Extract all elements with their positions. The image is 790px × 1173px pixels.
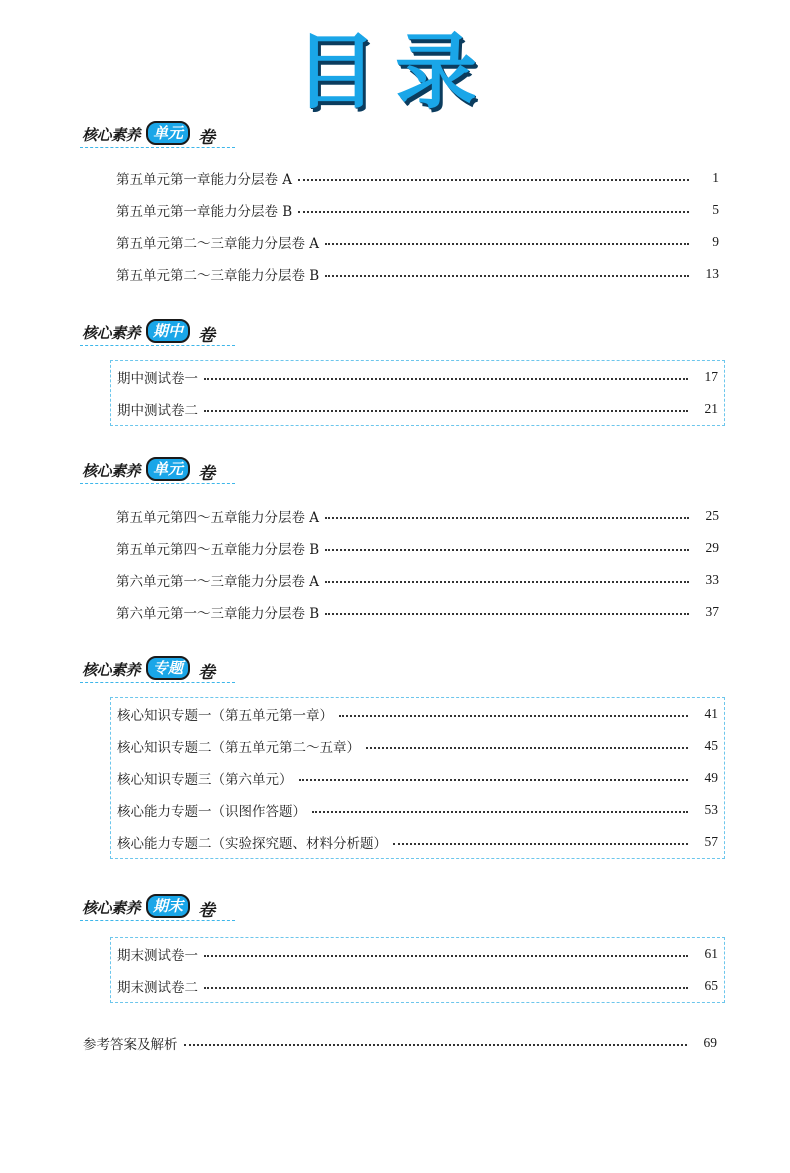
toc-entry-title: 参考答案及解析	[83, 1037, 178, 1053]
toc-entry-title: 期末测试卷二	[117, 980, 198, 996]
toc-entry-page: 21	[704, 401, 718, 416]
toc-entry[interactable]	[111, 826, 724, 858]
section-label: 核心素养	[82, 899, 141, 917]
leader-dots	[312, 810, 688, 813]
toc-entry[interactable]	[110, 226, 725, 258]
toc-entry-page: 1	[712, 170, 719, 185]
leader-dots	[325, 516, 689, 519]
leader-dots	[184, 1043, 688, 1046]
toc-entry[interactable]	[111, 970, 724, 1002]
toc-entry[interactable]	[110, 532, 725, 564]
toc-entry-title: 核心知识专题二（第五单元第二～五章）	[117, 740, 360, 756]
toc-entry-answers[interactable]	[83, 1027, 723, 1059]
toc-entry-title: 期末测试卷一	[117, 948, 198, 964]
section-badge: 期末	[146, 894, 190, 918]
section-badge: 单元	[146, 457, 190, 481]
leader-dots	[325, 612, 689, 615]
toc-list-midterm	[110, 360, 725, 426]
leader-dots	[204, 409, 688, 412]
toc-entry-title: 核心知识专题一（第五单元第一章）	[117, 708, 333, 724]
section-underline	[80, 681, 235, 683]
toc-entry-title: 期中测试卷二	[117, 403, 198, 419]
leader-dots	[298, 210, 689, 213]
toc-entry[interactable]	[110, 194, 725, 226]
toc-entry[interactable]	[110, 596, 725, 628]
toc-entry-page: 13	[705, 266, 719, 281]
toc-entry[interactable]	[110, 258, 725, 290]
toc-entry-page: 69	[703, 1035, 717, 1050]
toc-entry[interactable]	[111, 361, 724, 393]
answers-entry-wrap	[83, 1027, 723, 1059]
toc-entry-title: 核心能力专题一（识图作答题）	[117, 804, 306, 820]
leader-dots	[393, 842, 688, 845]
leader-dots	[366, 746, 688, 749]
section-header-midterm	[80, 318, 260, 348]
toc-entry-title: 期中测试卷一	[117, 371, 198, 387]
leader-dots	[204, 986, 688, 989]
section-header-topic	[80, 655, 260, 685]
leader-dots	[339, 714, 688, 717]
toc-entry-title: 核心能力专题二（实验探究题、材料分析题）	[117, 836, 387, 852]
toc-entry-page: 41	[704, 706, 718, 721]
toc-entry-title: 第六单元第一～三章能力分层卷 A	[116, 574, 320, 590]
toc-entry[interactable]	[111, 698, 724, 730]
toc-entry[interactable]	[111, 393, 724, 425]
toc-list-final	[110, 937, 725, 1003]
toc-entry[interactable]	[111, 794, 724, 826]
toc-entry-title: 第五单元第一章能力分层卷 A	[116, 172, 293, 188]
leader-dots	[299, 778, 689, 781]
toc-entry[interactable]	[111, 762, 724, 794]
section-underline	[80, 344, 235, 346]
toc-entry-page: 45	[704, 738, 718, 753]
toc-entry-page: 57	[704, 834, 718, 849]
section-underline	[80, 146, 235, 148]
leader-dots	[325, 580, 689, 583]
toc-entry[interactable]	[111, 938, 724, 970]
section-header-unit-1	[80, 120, 260, 150]
toc-entry-title: 第六单元第一～三章能力分层卷 B	[116, 606, 320, 622]
section-header-final	[80, 893, 260, 923]
section-badge: 期中	[146, 319, 190, 343]
toc-entry-page: 37	[705, 604, 719, 619]
toc-entry[interactable]	[110, 162, 725, 194]
section-header-unit-2	[80, 456, 260, 486]
toc-entry-title: 核心知识专题三（第六单元）	[117, 772, 293, 788]
section-suffix: 卷	[198, 128, 215, 148]
section-suffix: 卷	[198, 464, 215, 484]
toc-entry-page: 65	[704, 978, 718, 993]
toc-entry-page: 53	[704, 802, 718, 817]
toc-list-topic	[110, 697, 725, 859]
leader-dots	[325, 242, 689, 245]
toc-entry[interactable]	[110, 500, 725, 532]
section-label: 核心素养	[82, 126, 141, 144]
toc-entry-page: 33	[705, 572, 719, 587]
toc-entry-page: 5	[712, 202, 719, 217]
section-underline	[80, 482, 235, 484]
section-label: 核心素养	[82, 661, 141, 679]
section-badge: 专题	[146, 656, 190, 680]
toc-entry-page: 25	[705, 508, 719, 523]
toc-entry-page: 9	[712, 234, 719, 249]
toc-entry-page: 49	[704, 770, 718, 785]
section-underline	[80, 919, 235, 921]
page-title: 目录	[294, 25, 495, 120]
leader-dots	[325, 548, 689, 551]
section-suffix: 卷	[198, 326, 215, 346]
section-label: 核心素养	[82, 462, 141, 480]
toc-entry-title: 第五单元第二～三章能力分层卷 B	[116, 268, 320, 284]
section-suffix: 卷	[198, 901, 215, 921]
toc-entry[interactable]	[111, 730, 724, 762]
leader-dots	[325, 274, 689, 277]
leader-dots	[204, 954, 688, 957]
toc-entry-page: 17	[704, 369, 718, 384]
toc-entry-title: 第五单元第四～五章能力分层卷 B	[116, 542, 320, 558]
section-suffix: 卷	[198, 663, 215, 683]
toc-entry-title: 第五单元第一章能力分层卷 B	[116, 204, 293, 220]
section-badge: 单元	[146, 121, 190, 145]
section-label: 核心素养	[82, 324, 141, 342]
leader-dots	[298, 178, 689, 181]
leader-dots	[204, 377, 688, 380]
toc-list-unit-2	[110, 500, 725, 628]
toc-entry-title: 第五单元第四～五章能力分层卷 A	[116, 510, 320, 526]
toc-entry-page: 29	[705, 540, 719, 555]
toc-list-unit-1	[110, 162, 725, 290]
toc-entry-title: 第五单元第二～三章能力分层卷 A	[116, 236, 320, 252]
toc-entry[interactable]	[110, 564, 725, 596]
toc-entry-page: 61	[704, 946, 718, 961]
